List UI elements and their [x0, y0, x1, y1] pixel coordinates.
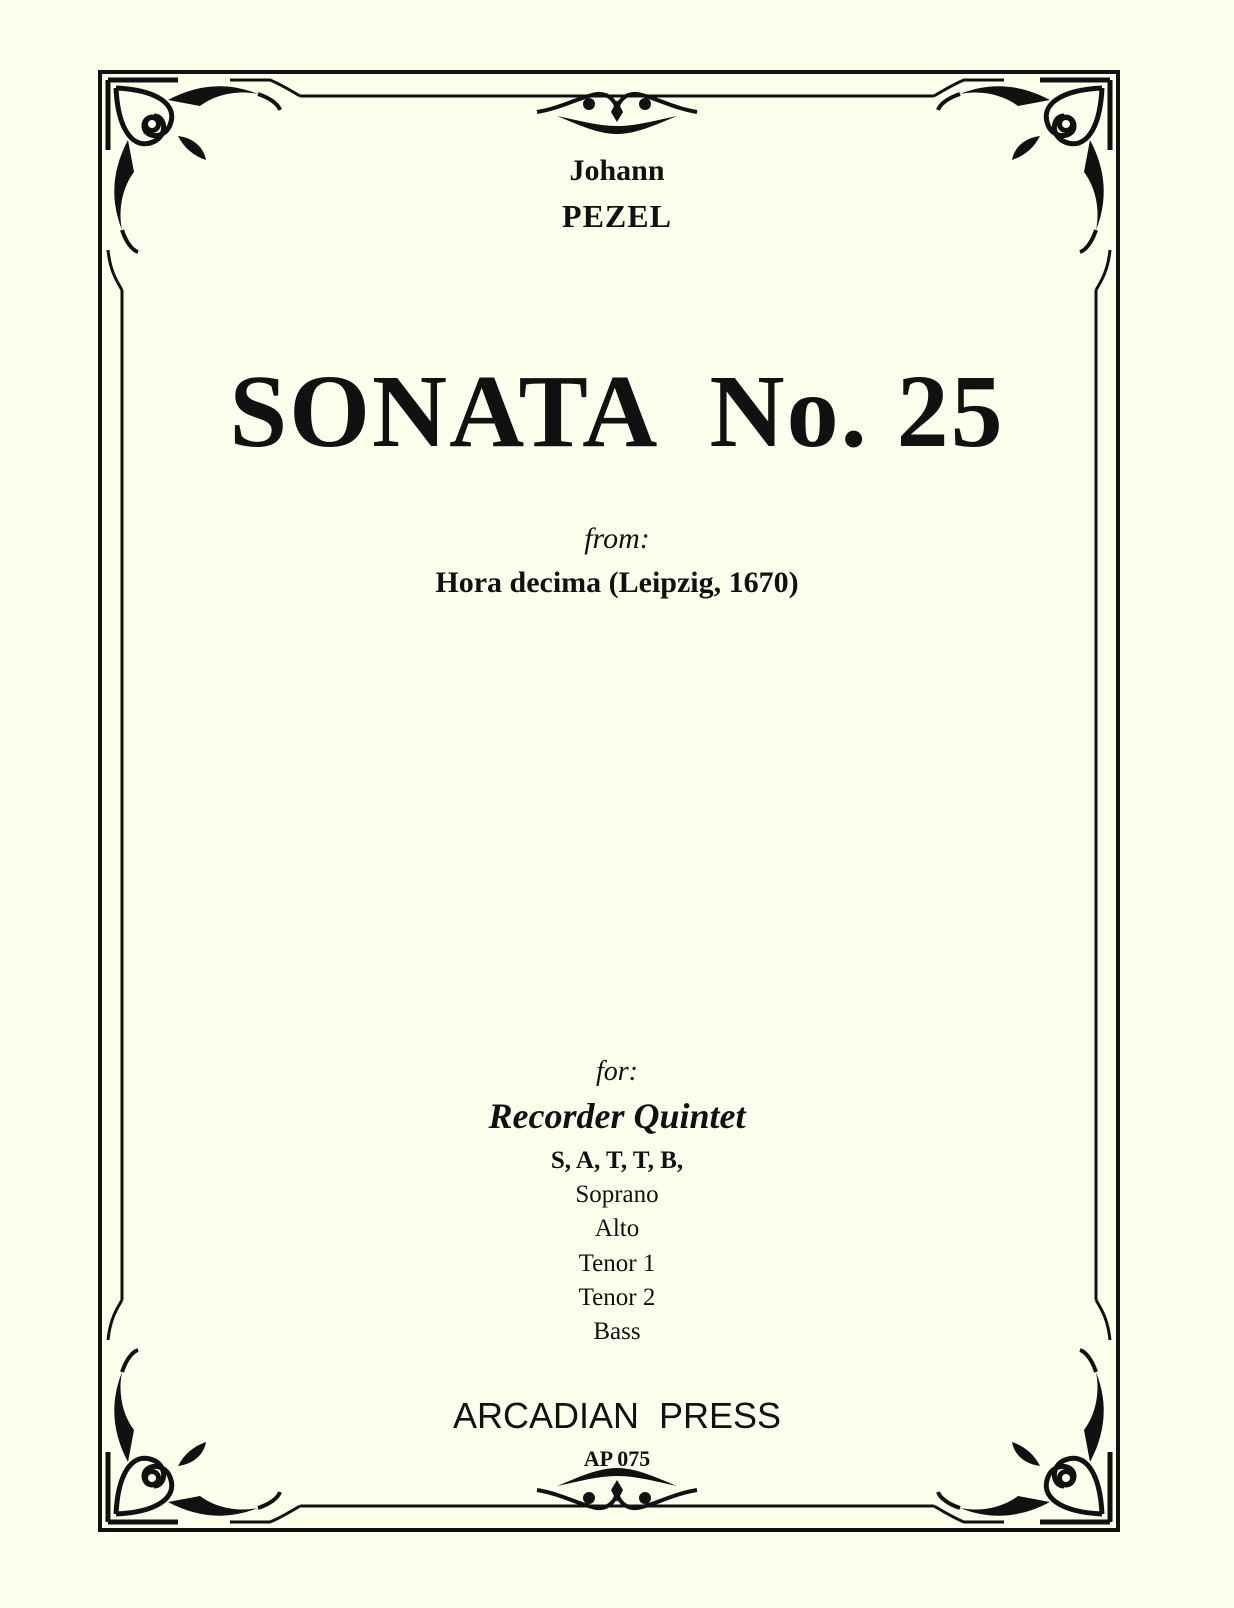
- voicing: S, A, T, T, B,: [550, 1147, 684, 1174]
- publisher-name: ARCADIAN PRESS: [452, 1395, 782, 1436]
- composer-first-name: Johann: [569, 154, 665, 187]
- ensemble-name: Recorder Quintet: [488, 1096, 746, 1136]
- part-tenor-2: Tenor 2: [578, 1284, 656, 1311]
- composer-last-name: PEZEL: [562, 198, 672, 234]
- from-label: from:: [584, 522, 650, 555]
- page-title: SONATA No. 25: [229, 354, 1005, 469]
- part-tenor-1: Tenor 1: [578, 1250, 656, 1277]
- source-collection: Hora decima (Leipzig, 1670): [435, 566, 799, 599]
- for-label: for:: [596, 1056, 638, 1087]
- part-bass: Bass: [593, 1318, 641, 1345]
- part-alto: Alto: [594, 1215, 640, 1242]
- part-soprano: Soprano: [575, 1181, 659, 1208]
- catalog-number: AP 075: [583, 1446, 651, 1471]
